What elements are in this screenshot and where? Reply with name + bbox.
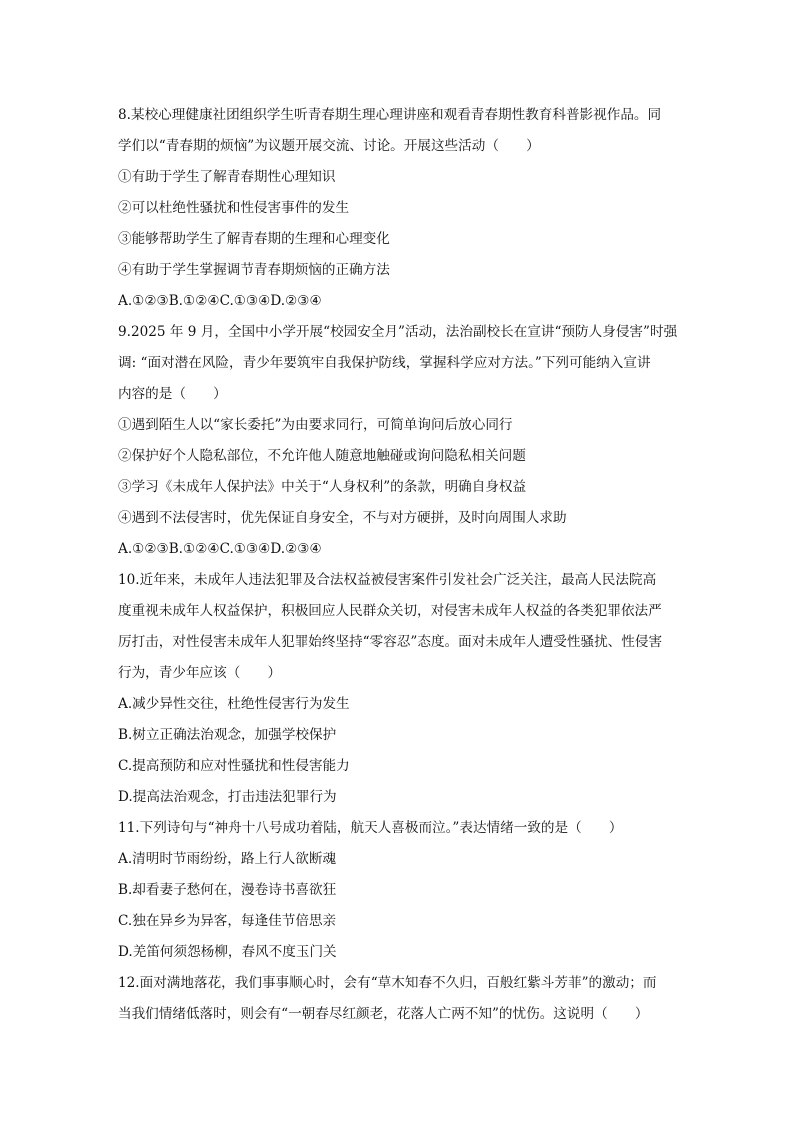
q11-option-a: A.清明时节雨纷纷，路上行人欲断魂 [118, 851, 337, 867]
q8-statement-2: ②可以杜绝性骚扰和性侵害事件的发生 [118, 200, 350, 216]
q9-stem-line-2: 调: “面对潜在风险，青少年要筑牢自我保护防线，掌握科学应对方法。”下列可能纳入宣讲 [118, 355, 651, 371]
q9-statement-3: ③学习《未成年人保护法》中关于“人身权利”的条款，明确自身权益 [118, 479, 527, 495]
q9-statement-4: ④遇到不法侵害时，优先保证自身安全，不与对方硬拼，及时向周围人求助 [118, 510, 567, 526]
q9-stem-line-3: 内容的是（ ） [118, 386, 227, 402]
q10-option-d: D.提高法治观念，打击违法犯罪行为 [118, 789, 337, 805]
q8-stem-line-1: 8.某校心理健康社团组织学生听青春期生理心理讲座和观看青春期性教育科普影视作品。同 [118, 107, 662, 123]
q8-statement-1: ①有助于学生了解青春期性心理知识 [118, 169, 336, 185]
q10-option-a: A.减少异性交往，杜绝性侵害行为发生 [118, 696, 350, 712]
q10-stem-line-3: 厉打击，对性侵害未成年人犯罪始终坚持“零容忍”态度。面对未成年人遭受性骚扰、性侵害 [118, 634, 663, 650]
q11-option-c: C.独在异乡为异客，每逢佳节倍思亲 [118, 913, 337, 929]
q8-statement-3: ③能够帮助学生了解青春期的生理和心理变化 [118, 231, 390, 247]
q10-stem-line-1: 10.近年来，未成年人违法犯罪及合法权益被侵害案件引发社会广泛关注，最高人民法院高 [118, 572, 657, 588]
q11-stem: 11.下列诗句与“神舟十八号成功着陆，航天人喜极而泣。”表达情绪一致的是（ ） [118, 820, 623, 836]
q9-statement-2: ②保护好个人隐私部位，不允许他人随意地触碰或询问隐私相关问题 [118, 448, 526, 464]
q10-option-b: B.树立正确法治观念，加强学校保护 [118, 727, 337, 743]
q9-stem-line-1: 9.2025 年 9 月，全国中小学开展“校园安全月”活动，法治副校长在宣讲“预防人身侵害”时强 [118, 324, 678, 340]
q9-statement-1: ①遇到陌生人以“家长委托”为由要求同行，可简单询问后放心同行 [118, 417, 513, 433]
q10-stem-line-4: 行为，青少年应该（ ） [118, 665, 282, 681]
q11-option-b: B.却看妻子愁何在，漫卷诗书喜欲狂 [118, 882, 337, 898]
q10-option-c: C.提高预防和应对性骚扰和性侵害能力 [118, 758, 350, 774]
document-page [118, 100, 680, 1030]
q8-stem-line-2: 学们以“青春期的烦恼”为议题开展交流、讨论。开展这些活动（ ） [118, 138, 540, 154]
q8-statement-4: ④有助于学生掌握调节青春期烦恼的正确方法 [118, 262, 390, 278]
q8-options: A.①②③B.①②④C.①③④D.②③④ [118, 293, 322, 309]
q9-options: A.①②③B.①②④C.①③④D.②③④ [118, 541, 322, 557]
q11-option-d: D.羌笛何须怨杨柳，春风不度玉门关 [118, 944, 337, 960]
q12-stem-line-1: 12.面对满地落花，我们事事顺心时，会有“草木知春不久归，百般红紫斗芳菲”的激动；而 [118, 975, 657, 991]
q12-stem-line-2: 当我们情绪低落时，则会有“一朝春尽红颜老，花落人亡两不知”的忧伤。这说明（ ） [118, 1006, 649, 1022]
q10-stem-line-2: 度重视未成年人权益保护，积极回应人民群众关切，对侵害未成年人权益的各类犯罪依法严 [118, 603, 662, 619]
